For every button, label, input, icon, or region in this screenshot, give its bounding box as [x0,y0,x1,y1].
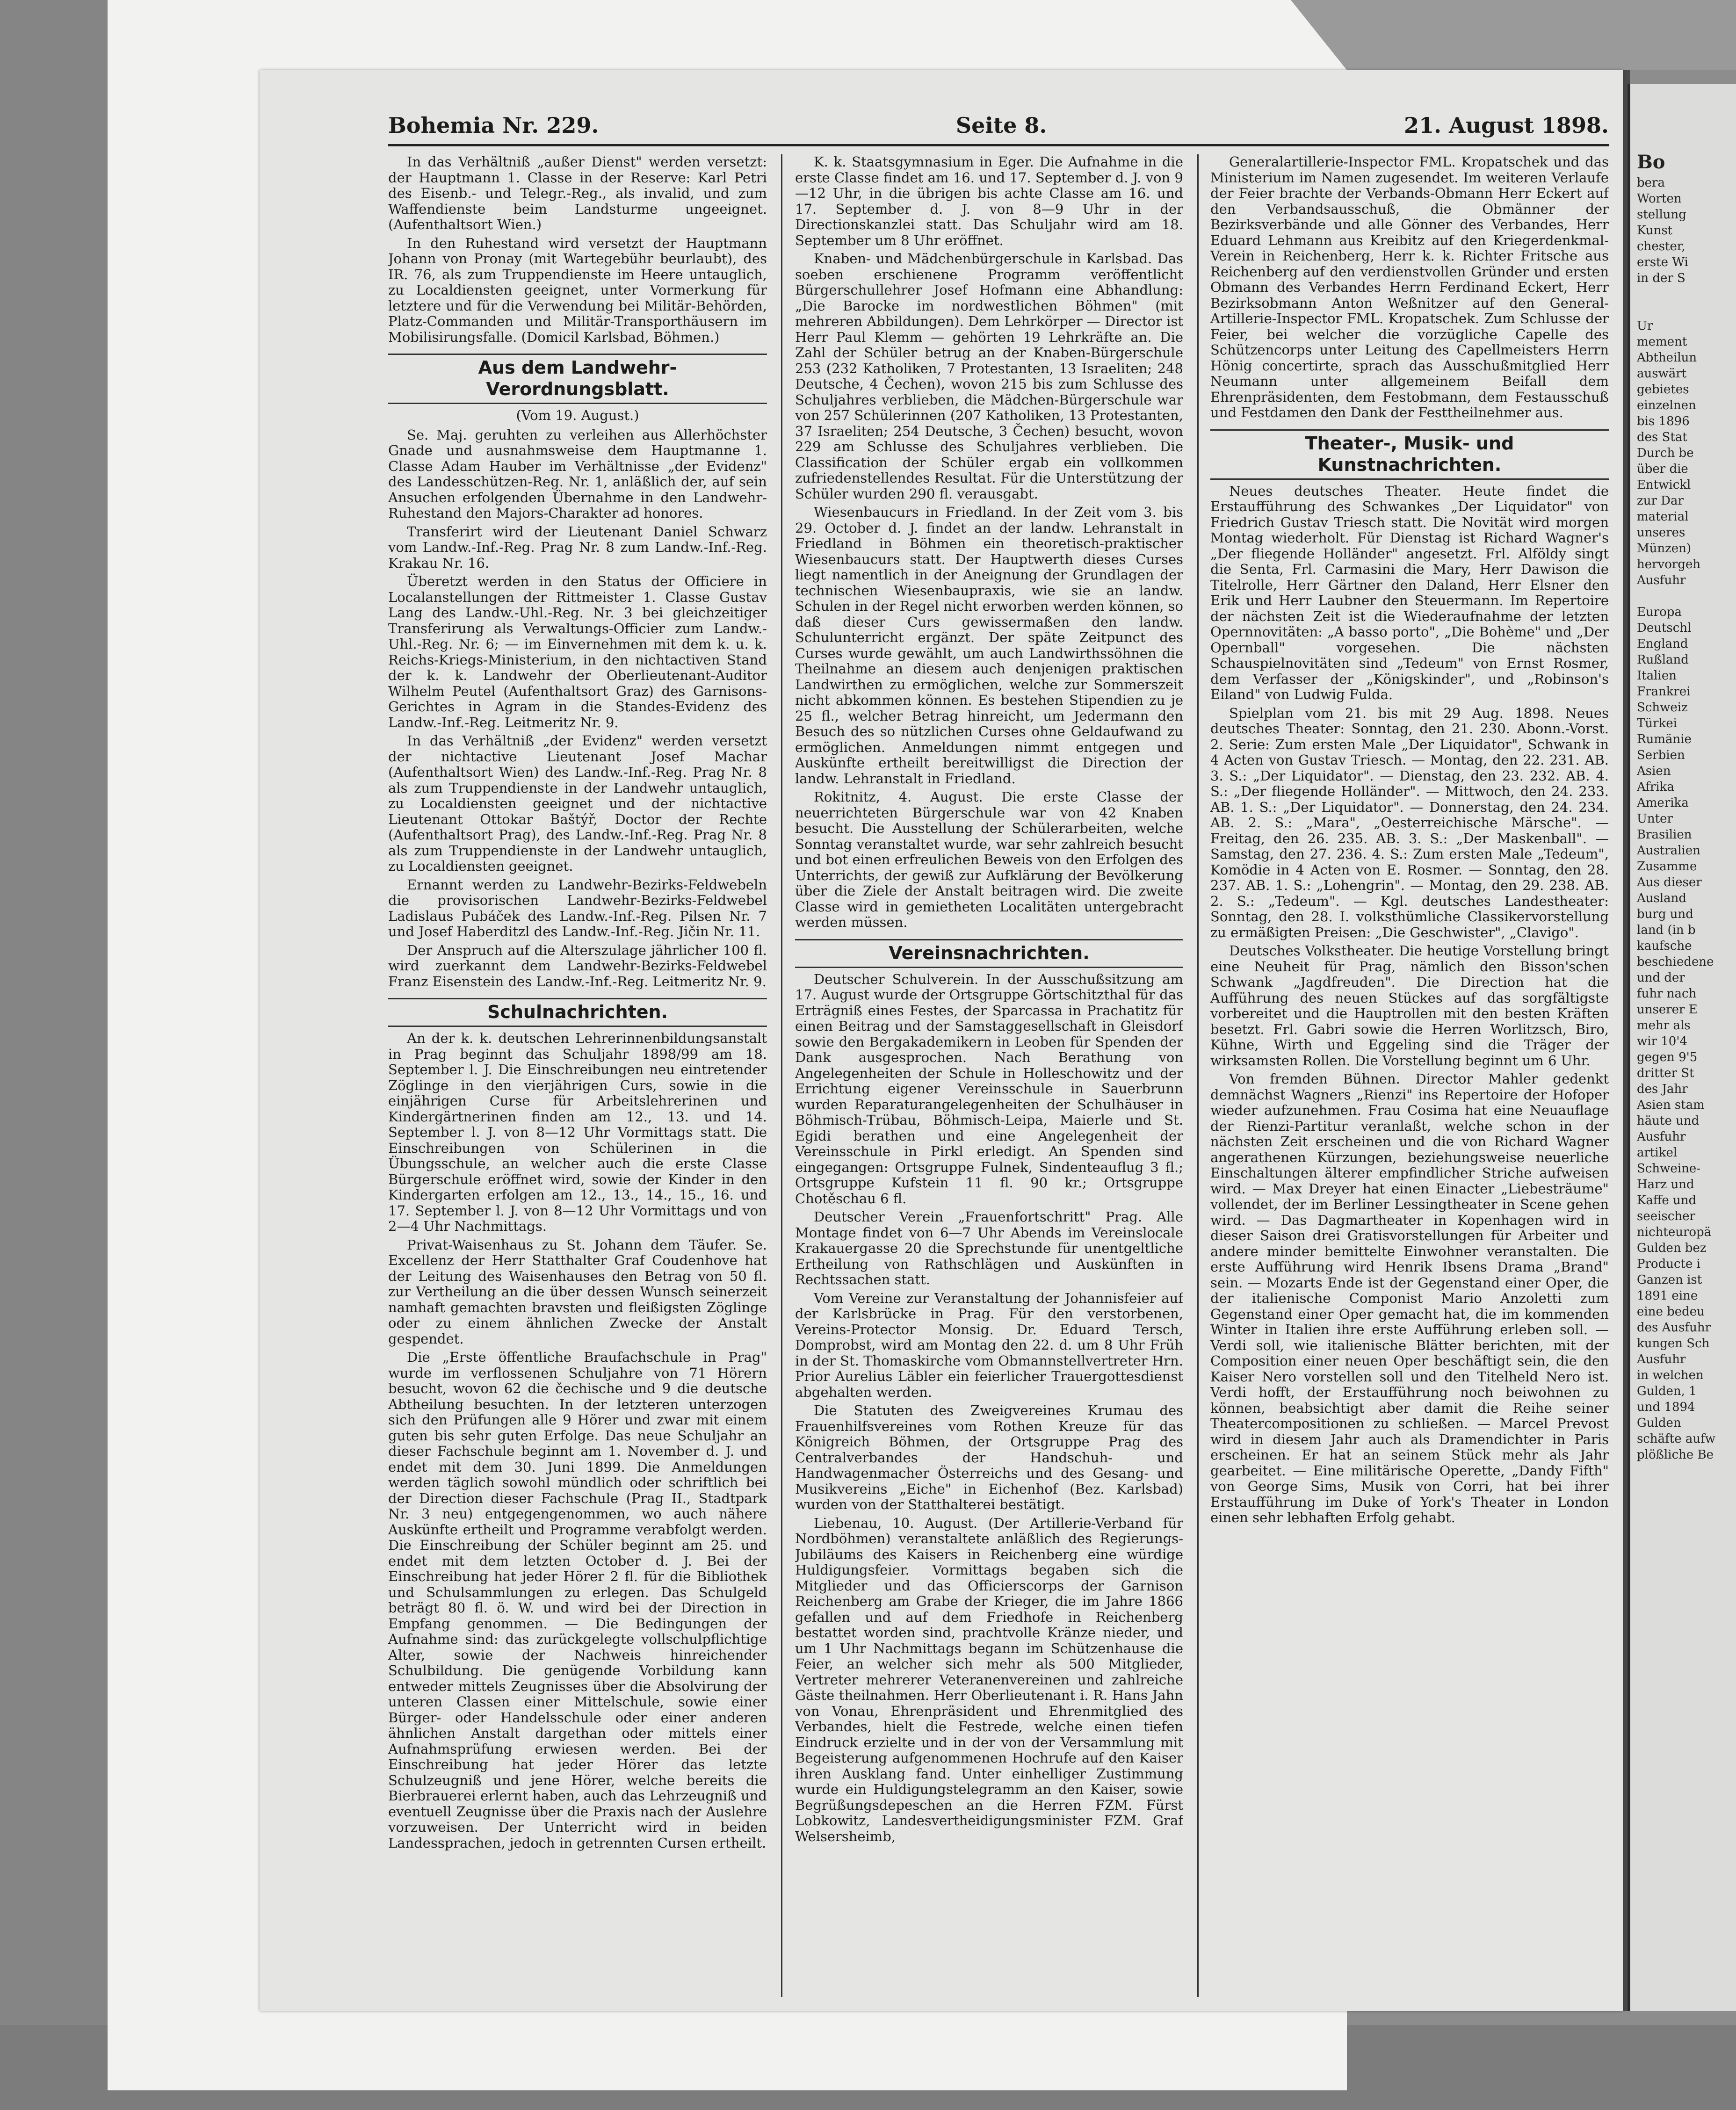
article-paragraph: Spielplan vom 21. bis mit 29 Aug. 1898. Neues deutsches Theater: Sonntag, den 21. 230. Abonn.-Vorst. 2. Serie: Zum ersten Male „Der Liquidator", Schwank in 4 Acten von Gustav Triesch. — Montag, den 22. 231. AB. 3. S.: „Der Liquidator". — Dienstag, den 23. 232. AB. 4. S.: „Der fliegende Holländer". — Mittwoch, den 24. 233. AB. 1. S.: „Der Liquidator". — Donnerstag, den 24. 234. AB. 2. S.: „Mara", „Oesterreichische Märsche". — Freitag, den 26. 235. AB. 3. S.: „Der Maskenball". — Samstag, den 27. 236. 4. S.: Zum ersten Male „Tedeum", Komödie in 4 Acten von E. Rosmer. — Sonntag, den 28. 237. AB. 1. S.: „Lohengrin". — Montag, den 29. 238. AB. 2. S.: „Tedeum". — Kgl. deutsches Landestheater: Sonntag, den 28. I. volksthümliche Classikervorstellung zu ermäßigten Preisen: „Die Geschwister", „Clavigo". [1210,705,1609,940]
adjacent-page-line: Afrika [1637,780,1674,794]
masthead-date: 21. August 1898. [1403,113,1609,138]
adjacent-page-line: bis 1896 [1637,414,1690,428]
scanner-frame-left [0,0,108,2110]
article-paragraph: Von fremden Bühnen. Director Mahler gedenkt demnächst Wagners „Rienzi" ins Repertoire der Hofoper wieder aufzunehmen. Frau Cosima hat eine Neuauflage der Rienzi-Partitur veranlaßt, welche schon in der nächsten Zeit erscheinen und die von Richard Wagner angerathenen Kürzungen, beziehungsweise neuerliche Einschaltungen älterer empfindlicher Striche aufweisen wird. — Max Dreyer hat einen Einacter „Liebesträume" vollendet, der im Berliner Lessingtheater in Scene gehen wird. — Das Dagmartheater in Kopenhagen wird in dieser Saison drei Gratisvorstellungen für Arbeiter und andere minder bemittelte Einwohner veranstalten. Die erste Aufführung wird Henrik Ibsens Drama „Brand" sein. — Mozarts Ende ist der Gegenstand einer Oper, die der italienische Componist Mario Anzoletti zum Gegenstand einer Oper gemacht hat, die im kommenden Winter in Italien ihre erste Aufführung erleben soll. — Verdi soll, wie italienische Blätter berichten, mit der Composition einer neuen Oper beschäftigt sein, die den Kaiser Nero vorstellen soll und den Titelheld Nero ist. Verdi hofft, der Erstaufführung noch beiwohnen zu können, beabsichtigt aber damit die Reihe seiner Theatercompositionen zu schließen. — Marcel Prevost wird in diesem Jahr auch als Dramendichter in Paris erscheinen. Er hat an seinem Stück mehr als Jahr gearbeitet. — Eine militärische Operette, „Dandy Fifth" von George Sims, Musik von Corri, hat bei ihrer Erstaufführung im Duke of York's Theater in London einen sehr lebhaften Erfolg gehabt. [1210,1071,1609,1525]
adjacent-page-line: mement [1637,335,1687,349]
adjacent-page-line: Deutschl [1637,621,1692,635]
adjacent-page-line: Türkei [1637,716,1677,730]
adjacent-page-line: Rumänie [1637,732,1692,746]
adjacent-page-line: erste Wi [1637,255,1688,269]
article-paragraph: In das Verhältniß „der Evidenz" werden versetzt der nichtactive Lieutenant Josef Machar (Aufenthaltsort Wien) des Landw.-Inf.-Reg. Prag Nr. 8 als zum Truppendienste in der Landwehr untauglich, zu Localdiensten geeignet und der nichtactive Lieutenant Ottokar Baštýř, Doctor der Rechte (Aufenthaltsort Prag), des Landw.-Inf.-Reg. Prag Nr. 8 als zum Truppendienste in der Landwehr untauglich, zu Localdiensten geeignet. [388,733,767,874]
adjacent-page-line: Asien stam [1637,1098,1705,1112]
adjacent-page-line: unseres [1637,526,1685,540]
adjacent-page-line: Durch be [1637,446,1694,460]
adjacent-page-line: Abtheilun [1637,351,1697,365]
adjacent-page-line: Italien [1637,669,1677,683]
newspaper-page [260,70,1623,2011]
adjacent-page-line: über die [1637,462,1688,476]
adjacent-page-line: Ausfuhr [1637,573,1686,587]
masthead-page: Seite 8. [955,113,1047,138]
adjacent-page-line: in welchen [1637,1368,1704,1382]
adjacent-page-line: Frankrei [1637,685,1691,699]
article-paragraph: Privat-Waisenhaus zu St. Johann dem Täufer. Se. Excellenz der Herr Statthalter Graf Coudenhove hat der Leitung des Waisenhauses den Betrag von 50 fl. zur Vertheilung an die über dessen Wunsch seinerzeit namhaft gemachten bravsten und fleißigsten Zöglinge oder zu einem ähnlichen Zwecke der Anstalt gespendet. [388,1236,767,1347]
adjacent-page-header: Bo [1637,151,1665,173]
adjacent-page-line: mehr als [1637,1019,1691,1033]
adjacent-page-line: Unter [1637,812,1673,826]
adjacent-page-line: gegen 9'5 [1637,1050,1698,1064]
column-1 [388,154,767,2002]
adjacent-page-line: Producte i [1637,1257,1700,1271]
article-paragraph: Se. Maj. geruhten zu verleihen aus Allerhöchster Gnade und ausnahmsweise dem Hauptmanne 1. Classe Adam Hauber im Verhältnisse „der Evidenz" des Landesschützen-Reg. Nr. 1, anläßlich der, auf sein Ansuchen erfolgenden Übernahme in den Landwehr-Ruhestand den Majors-Charakter ad honores. [388,426,767,521]
adjacent-page-line: Europa [1637,605,1682,619]
adjacent-page-line: dritter St [1637,1066,1694,1080]
adjacent-page-line: häute und [1637,1114,1700,1128]
adjacent-page-line: Kunst [1637,224,1673,238]
adjacent-page-line: hervorgeh [1637,557,1701,571]
adjacent-page-line: beschiedene [1637,955,1714,969]
adjacent-page-line [1637,286,1735,302]
column-rule [781,154,782,1997]
adjacent-page-line: Ganzen ist [1637,1273,1702,1287]
adjacent-page-line: in der S [1637,271,1685,285]
adjacent-page-line: land (in b [1637,923,1696,937]
article-paragraph: Die „Erste öffentliche Braufachschule in Prag" wurde im verflossenen Schuljahre von 71 Hörern besucht, wovon 62 die čechische und 9 die deutsche Abtheilung besuchten. In der letzteren unterzogen sich den Prüfungen alle 9 Hörer und zwar mit einem guten bis sehr guten Erfolge. Das neue Schuljahr an dieser Fachschule beginnt am 1. November d. J. und endet mit dem 30. Juni 1899. Die Anmeldungen werden täglich sowohl mündlich oder schriftlich bei der Direction dieser Fachschule (Prag II., Stadtpark Nr. 3 neu) entgegengenommen, wo auch nähere Auskünfte ertheilt und Programme verabfolgt werden. Die Einschreibung der Schüler beginnt am 25. und endet mit dem letzten October d. J. Bei der Einschreibung hat jeder Hörer 2 fl. für die Bibliothek und Schulsammlungen zu erlegen. Das Schulgeld beträgt 80 fl. ö. W. und wird bei der Direction in Empfang genommen. — Die Bedingungen der Aufnahme sind: das zurückgelegte vollschulpflichtige Alter, sowie der Nachweis hinreichender Schulbildung. Die genügende Vorbildung kann entweder mittels Zeugnisses über die Absolvirung der unteren Classen einer Mittelschule, sowie einer Bürger- oder Handelsschule oder einer anderen ähnlichen Anstalt dargethan oder mittels einer Aufnahmsprüfung erwiesen werden. Bei der Einschreibung hat jeder Hörer das letzte Schulzeugniß und jene Hörer, welche bereits die Bierbrauerei erlernt haben, auch das Lehrzeugniß und eventuell Zeugnisse über die Praxis nach der Auslehre vorzuweisen. Der Unterricht wird in beiden Landessprachen, jedoch in getrennten Cursen ertheilt. [388,1349,767,1851]
adjacent-page-line: des Stat [1637,430,1687,444]
adjacent-page-line: bera [1637,176,1665,190]
adjacent-page-line: Ausfuhr [1637,1352,1686,1366]
adjacent-page-line: England [1637,637,1688,651]
adjacent-page-line: 1891 eine [1637,1289,1698,1303]
adjacent-page-line: und der [1637,971,1685,985]
adjacent-page-line: Kaffe und [1637,1193,1697,1207]
article-paragraph: Generalartillerie-Inspector FML. Kropatschek und das Ministerium im Namen zugesendet. Im weiteren Verlaufe der Feier brachte der Verbands-Obmann Herr Eckert auf den Verbandsausschuß, die Obmänner der Bezirksverbände und alle Gönner des Verbandes, Herr Eduard Lehmann aus Kreibitz auf den Kriegerdenkmal-Verein in Reichenberg, Herr k. k. Richter Fritsche aus Reichenberg auf den verdienstvollen Gründer und ersten Obmann des Verbandes Herrn Ferdinand Eckert, Herr Bezirksobmann Anton Weßnitzer auf den General-Artillerie-Inspector FML. Kropatschek. Zum Schlusse der Feier, bei welcher die vorzügliche Capelle des Schützencorps unter Leitung des Capellmeisters Herrn Hönig concertirte, sprach das Ausschußmitglied Herr Neumann unter allgemeinem Beifall dem Ehrenpräsidenten, dem Festobmann, dem Festausschuß und Festdamen den Dank der Festtheilnehmer aus. [1210,154,1609,420]
article-paragraph: In den Ruhestand wird versetzt der Hauptmann Johann von Pronay (mit Wartegebühr beurlaubt), des IR. 76, als zum Truppendienste im Heere untauglich, zu Localdiensten geeignet, unter Vormerkung für letztere und für die Verwendung bei Militär-Behörden, Platz-Commanden und Militär-Transporthäusern im Mobilisirungsfalle. (Domicil Karlsbad, Böhmen.) [388,235,767,345]
article-paragraph: Die Statuten des Zweigvereines Krumau des Frauenhilfsvereines vom Rothen Kreuze für das Königreich Böhmen, der Ortsgruppe Prag des Centralverbandes der Handschuh- und Handwagenmacher Österreichs und des Gesang- und Musikvereins „Eiche" in Eichenhof (Bez. Karlsbad) wurden von der Statthalterei bestätigt. [795,1402,1183,1512]
adjacent-page-line: wir 10'4 [1637,1034,1688,1048]
article-paragraph: Knaben- und Mädchenbürgerschule in Karlsbad. Das soeben erschienene Programm veröffentlicht Bürgerschullehrer Josef Hofmann eine Abhandlung: „Die Barocke im nordwestlichen Böhmen" (mit mehreren Abbildungen). Dem Lehrkörper — Director ist Herr Paul Klemm — gehörten 19 Lehrkräfte an. Die Zahl der Schüler betrug an der Knaben-Bürgerschule 253 (232 Katholiken, 7 Protestanten, 13 Israeliten; 248 Deutsche, 4 Čechen), wovon 215 bis zum Schlusse des Schuljahres verblieben, die Mädchen-Bürgerschule war von 257 Schülerinnen (207 Katholiken, 13 Protestanten, 37 Israeliten; 254 Deutsche, 3 Čechen) besucht, wovon 229 am Schlusse des Schuljahres verblieben. Die Classification der Schüler ergab ein vollkommen zufriedenstellendes Resultat. Für die Unterstützung der Schüler wurden 290 fl. verausgabt. [795,251,1183,502]
masthead [388,111,1609,139]
adjacent-page-line: seeischer [1637,1209,1695,1223]
article-paragraph: Liebenau, 10. August. (Der Artillerie-Verband für Nordböhmen) veranstaltete anläßlich des Regierungs-Jubiläums des Kaisers in Reichenberg eine würdige Huldigungsfeier. Vormittags begaben sich die Mitglieder und das Officierscorps der Garnison Reichenberg am Grabe der Krieger, die im Jahre 1866 gefallen und auf dem Friedhofe in Reichenberg bestattet worden sind, prachtvolle Kränze nieder, und um 1 Uhr Nachmittags begann im Schützenhause die Feier, an welcher sich mehr als 500 Mitglieder, Vertreter mehrerer Veteranenvereinen und zahlreiche Gäste theilnahmen. Herr Oberlieutenant i. R. Hans Jahn von Vonau, Ehrenpräsident und Ehrenmitglied des Verbandes, hielt die Festrede, welche einen tiefen Eindruck erzielte und in der von der Versammlung mit Begeisterung aufgenommenen Hochrufe auf den Kaiser ihren Ausklang fand. Unter einhelliger Zustimmung wurde ein Huldigungstelegramm an den Kaiser, sowie Begrüßungsdepeschen an die Herren FZM. Fürst Lobkowitz, Landesvertheidigungsminister FZM. Graf Welsersheimb, [795,1515,1183,1844]
section-heading-theater: Theater-, Musik- und Kunstnachrichten. [1210,429,1609,480]
adjacent-page-line [1637,588,1735,604]
article-paragraph: Deutscher Verein „Frauenfortschritt" Prag. Alle Montage findet von 6—7 Uhr Abends im Vereinslocale Krakauergasse 20 die Sprechstunde für unentgeltliche Ertheilung von Rathschlägen und Auskünften in Rechtssachen statt. [795,1209,1183,1287]
adjacent-page-line: Brasilien [1637,828,1692,842]
adjacent-page-line: Asien [1637,764,1671,778]
section-heading-vereinsnachrichten: Vereinsnachrichten. [795,939,1183,968]
adjacent-page-line: Schweiz [1637,701,1688,715]
adjacent-page-line: kaufsche [1637,939,1692,953]
adjacent-page-line: Entwickl [1637,478,1691,492]
adjacent-page-line: Ur [1637,319,1653,333]
adjacent-page-lines [1630,170,1736,1463]
adjacent-page-line: kungen Sch [1637,1337,1710,1351]
article-paragraph: Überetzt werden in den Status der Officiere in Localanstellungen der Rittmeister 1. Classe Gustav Lang des Landw.-Uhl.-Reg. Nr. 3 bei gleichzeitiger Transferirung als Verwaltungs-Officier zum Landw.-Uhl.-Reg. Nr. 6; — im Einvernehmen mit dem k. u. k. Reichs-Kriegs-Ministerium, in den nichtactiven Stand der k. k. Landwehr der Oberlieutenant-Auditor Wilhelm Peutel (Aufenthaltsort Graz) des Garnisons-Gerichtes in Agram in die Standes-Evidenz des Landw.-Inf.-Reg. Leitmeritz Nr. 9. [388,573,767,730]
section-heading-landwehr: Aus dem Landwehr-Verordnungsblatt. [388,354,767,404]
masthead-rule [388,144,1609,146]
adjacent-page-line: einzelnen [1637,398,1696,412]
adjacent-page-line: schäfte aufw [1637,1432,1715,1446]
adjacent-page-line: Amerika [1637,796,1689,810]
article-paragraph: Deutsches Volkstheater. Die heutige Vorstellung bringt eine Neuheit für Prag, nämlich den Bisson'schen Schwank „Jagdfreuden". Die Direction hat die Aufführung des neuen Stückes auf das sorgfältigste vorbereitet und die Hauptrollen mit den besten Kräften besetzt. Frl. Gabri sowie die Herren Worlitzsch, Biro, Kühne, Wirth und Eggeling sind die Träger der wirksamsten Rollen. Die Vorstellung beginnt um 6 Uhr. [1210,943,1609,1069]
article-paragraph: Ernannt werden zu Landwehr-Bezirks-Feldwebeln die provisorischen Landwehr-Bezirks-Feldwebel Ladislaus Pubáček des Landw.-Inf.-Reg. Pilsen Nr. 7 und Josef Haberditzl des Landw.-Inf.-Reg. Jičin Nr. 11. [388,876,767,939]
adjacent-page-line: Münzen) [1637,542,1692,556]
adjacent-page-line: artikel [1637,1146,1678,1160]
adjacent-page-line: Ausfuhr [1637,1130,1686,1144]
adjacent-page-line: Gulden, 1 [1637,1384,1697,1398]
column-3 [1210,154,1609,2002]
adjacent-page-line: eine bedeu [1637,1305,1705,1319]
section-heading-schulnachrichten: Schulnachrichten. [388,998,767,1027]
adjacent-page-strip [1628,84,1736,2011]
adjacent-page-line: Gulden [1637,1416,1681,1430]
adjacent-page-line: chester, [1637,239,1685,253]
section-subheading: (Vom 19. August.) [516,407,639,423]
adjacent-page-line: unserer E [1637,1003,1698,1017]
article-paragraph: Deutscher Schulverein. In der Ausschußsitzung am 17. August wurde der Ortsgruppe Görtschitzthal für das Erträgniß eines Festes, der Sparcassa in Prachatitz für einen Beitrag und der Samstaggesellschaft in Gleisdorf sowie den Bergakademikern in Leoben für Spenden der Dank ausgesprochen. Nach Berathung von Angelegenheiten der Schule in Holleschowitz und der Errichtung eigener Vereinsschule in Sauerbrunn wurden Reparaturangelegenheiten der Schulhäuser in Böhmisch-Trübau, Böhmisch-Leipa, Maierle und St. Egidi berathen und eine Angelegenheit der Vereinsschule in Pirkl erledigt. An Spenden sind eingegangen: Ortsgruppe Fulnek, Sindenteauflug 3 fl.; Ortsgruppe Kufstein 11 fl. 90 kr.; Ortsgruppe Chotěschau 6 fl. [795,971,1183,1207]
article-paragraph: Neues deutsches Theater. Heute findet die Erstaufführung des Schwankes „Der Liquidator" von Friedrich Gustav Triesch statt. Die Novität wird morgen Montag wiederholt. Für Dienstag ist Richard Wagner's „Der fliegende Holländer" angesetzt. Frl. Alföldy singt die Senta, Frl. Carmasini die Mary, Herr Dawison die Titelrolle, Herr Gärtner den Daland, Herr Elsner den Erik und Herr Laubner den Steuermann. Im Repertoire der nächsten Zeit ist die Wiederaufnahme der letzten Opernnovitäten: „A basso porto", „Die Bohème" und „Der Opernball" vorgesehen. Die nächsten Schauspielnovitäten sind „Tedeum" von Ernst Rosmer, dem Verfasser der „Königskinder", und „Robinson's Eiland" von Ludwig Fulda. [1210,483,1609,702]
adjacent-page-line: Ausland [1637,891,1687,905]
adjacent-page-line: Australien [1637,844,1701,858]
adjacent-page-line: des Ausfuhr [1637,1321,1711,1335]
article-paragraph: Der Anspruch auf die Alterszulage jährlicher 100 fl. wird zuerkannt dem Landwehr-Bezirks-Feldwebel Franz Eisenstein des Landw.-Inf.-Reg. Leitmeritz Nr. 9. [388,942,767,990]
article-paragraph: An der k. k. deutschen Lehrerinnenbildungsanstalt in Prag beginnt das Schuljahr 1898/99 am 18. September l. J. Die Einschreibungen neu eintretender Zöglinge in den vierjährigen Curs, sowie in die einjährigen Curse für Arbeitslehrerinen und Kindergärtnerinen finden am 12., 13. und 14. September l. J. von 8—12 Uhr Vormittags statt. Die Einschreibungen von Schülerinen in die Übungsschule, an welcher auch die erste Classe Bürgerschule eröffnet wird, sowie der Kinder in den Kindergarten erfolgen am 12., 13., 14., 15., 16. und 17. September l. J. von 8—12 Uhr Vormittags und von 2—4 Uhr Nachmittags. [388,1030,767,1234]
adjacent-page-line: Rußland [1637,653,1689,667]
adjacent-page-line [1637,302,1735,318]
column-2 [795,154,1183,2002]
adjacent-page-line: Gulden bez [1637,1241,1707,1255]
adjacent-page-line: und 1894 [1637,1400,1695,1414]
adjacent-page-line: material [1637,510,1689,524]
adjacent-page-line: Schweine- [1637,1162,1700,1176]
adjacent-page-line: Harz und [1637,1178,1694,1192]
adjacent-page-line: des Jahr [1637,1082,1688,1096]
adjacent-page-line: Worten [1637,192,1682,206]
adjacent-page-line: Serbien [1637,748,1685,762]
adjacent-page-line: stellung [1637,208,1686,222]
adjacent-page-line: Aus dieser [1637,875,1702,889]
article-paragraph: Wiesenbaucurs in Friedland. In der Zeit vom 3. bis 29. October d. J. findet an der landw. Lehranstalt in Friedland in Böhmen ein theoretisch-praktischer Wiesenbaucurs statt. Der Hauptwerth dieses Curses liegt namentlich in der Aneignung der Grundlagen der technischen Wiesenbaupraxis, wie sie an landw. Schulen in der Regel nicht erworben werden können, so daß dieser Curs gewissermaßen den landw. Schulunterricht ergänzt. Der späte Zeitpunct des Curses wurde gewählt, um auch Landwirthssöhnen die Theilnahme an diesem auch denjenigen praktischen Landwirthen zu ermöglichen, welche zur Sommerszeit nicht abkommen können. Es bestehen Stipendien zu je 25 fl., welcher Betrag hinreicht, um Jedermann den Besuch des so nützlichen Curses ohne Geldaufwand zu ermöglichen. Anmeldungen nimmt entgegen und Auskünfte ertheilt bereitwilligst die Direction der landw. Lehranstalt in Friedland. [795,504,1183,787]
article-paragraph: In das Verhältniß „außer Dienst" werden versetzt: der Hauptmann 1. Classe in der Reserve: Karl Petri des Eisenb.- und Telegr.-Reg., als invalid, und zum Waffendienste beim Landsturme ungeeignet. (Aufenthaltsort Wien.) [388,154,767,232]
column-rule [1197,154,1199,1997]
adjacent-page-line: Zusamme [1637,860,1697,874]
adjacent-page-line: plößliche Be [1637,1448,1714,1462]
adjacent-page-line: burg und [1637,907,1693,921]
article-paragraph: Vom Vereine zur Veranstaltung der Johannisfeier auf der Karlsbrücke in Prag. Für den verstorbenen, Vereins-Protector Monsig. Dr. Eduard Tersch, Domprobst, wird am Montag den 22. d. um 8 Uhr Früh in der St. Thomaskirche vom Obmannstellvertreter Hrn. Prior Aurelius Läbler ein feierlicher Trauergottesdienst abgehalten werden. [795,1290,1183,1400]
article-paragraph: Transferirt wird der Lieutenant Daniel Schwarz vom Landw.-Inf.-Reg. Prag Nr. 8 zum Landw.-Inf.-Reg. Krakau Nr. 16. [388,523,767,571]
article-paragraph: K. k. Staatsgymnasium in Eger. Die Aufnahme in die erste Classe findet am 16. und 17. September d. J. von 9—12 Uhr, in die übrigen bis achte Classe am 16. und 17. September d. J. von 8—9 Uhr in der Directionskanzlei statt. Das Schuljahr wird am 18. September um 8 Uhr eröffnet. [795,154,1183,248]
adjacent-page-line: zur Dar [1637,494,1684,508]
article-paragraph: Rokitnitz, 4. August. Die erste Classe der neuerrichteten Bürgerschule war von 42 Knaben besucht. Die Ausstellung der Schülerarbeiten, welche Sonntag veranstaltet wurde, war sehr zahlreich besucht und bot einen erfreulichen Beweis von den Erfolgen des Unterrichts, der gewiß zur Aufklärung der Bevölkerung über die Ziele der Anstalt beitragen wird. Die zweite Classe wird in gemietheten Localitäten untergebracht werden müssen. [795,789,1183,930]
adjacent-page-line: nichteuropä [1637,1225,1712,1239]
adjacent-page-line: gebietes [1637,383,1689,397]
adjacent-page-line: fuhr nach [1637,987,1697,1001]
masthead-paper: Bohemia Nr. 229. [388,113,599,138]
adjacent-page-line: auswärt [1637,367,1687,381]
